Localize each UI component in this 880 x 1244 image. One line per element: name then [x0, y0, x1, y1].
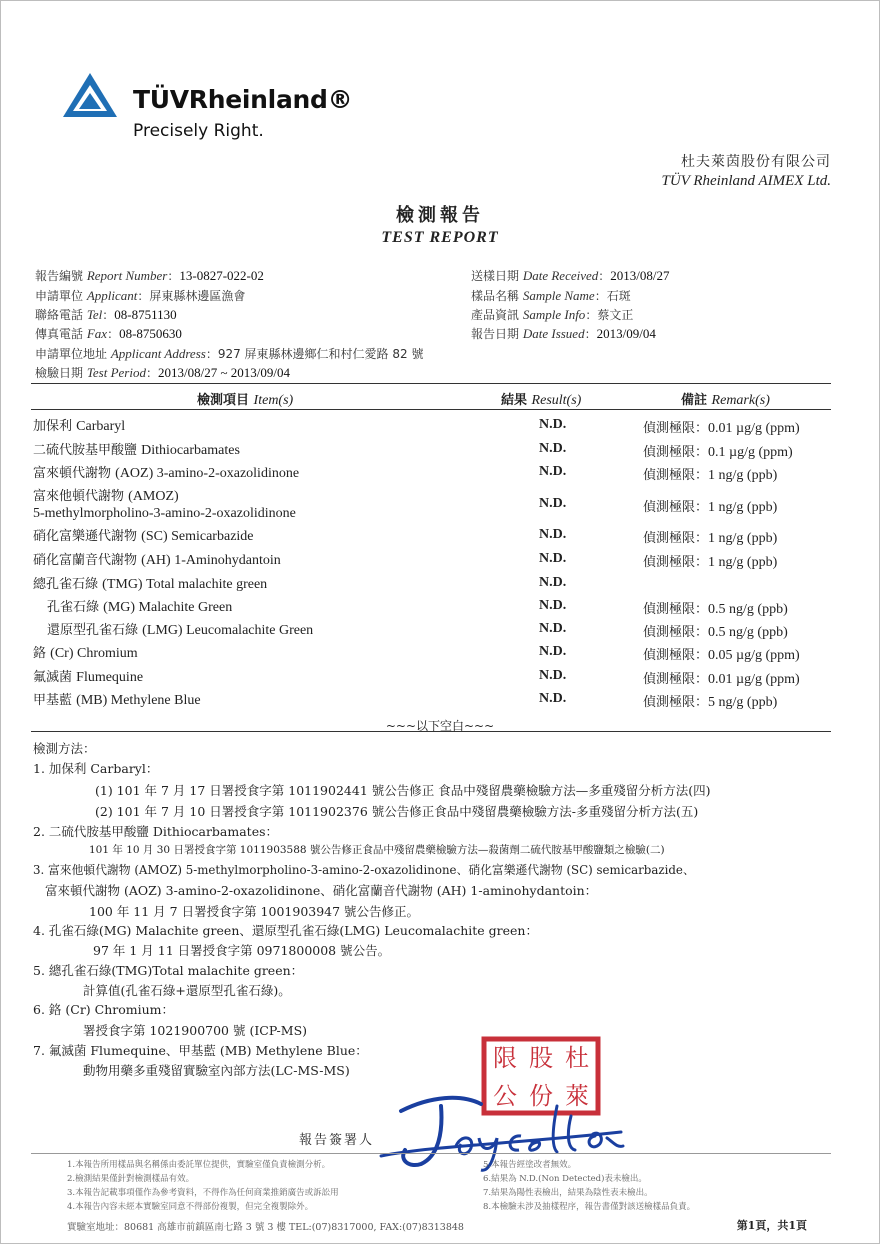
result-cell: N.D.: [539, 691, 567, 706]
company-name-zh: 杜夫萊茵股份有限公司: [681, 154, 831, 170]
footer-note: 7.結果為陽性表檢出，結果為陰性表未檢出。: [483, 1188, 653, 1198]
svg-text:公: 公: [493, 1082, 517, 1110]
blank-below-note: ~~~以下空白~~~: [385, 719, 495, 733]
table-row: 甲基藍 (MB) Methylene Blue: [33, 693, 201, 708]
signatory-label: 報告簽署人: [299, 1133, 375, 1148]
svg-text:份: 份: [529, 1082, 553, 1110]
method-line: 101 年 10 月 30 日署授食字第 1011903588 號公告修正食品中殘留農藥檢驗方法—殺菌劑二硫代胺基甲酸鹽類之檢驗(二): [89, 844, 665, 856]
result-cell: N.D.: [539, 598, 567, 613]
applicant-value: 屏東縣林邊區漁會: [149, 289, 246, 303]
fax-field: 傳真電話 Fax：08-8750630: [35, 326, 182, 341]
svg-text:限: 限: [493, 1044, 517, 1072]
footer-rule: [31, 1153, 831, 1154]
result-cell: N.D.: [539, 496, 567, 511]
method-line: 計算值(孔雀石綠+還原型孔雀石綠)。: [83, 983, 291, 998]
tuv-logo-icon: [61, 71, 119, 119]
method-line: (1) 101 年 7 月 17 日署授食字第 1011902441 號公告修正 食品中殘留農藥檢驗方法—多重殘留分析方法(四): [95, 783, 711, 798]
result-cell: N.D.: [539, 464, 567, 479]
date-issued-field: 報告日期 Date Issued：2013/09/04: [471, 326, 656, 341]
remark-cell: 偵測極限：0.05 µg/g (ppm): [643, 648, 800, 663]
column-header-result: 結果 Result(s): [501, 393, 582, 408]
result-cell: N.D.: [539, 621, 567, 636]
table-row: 硝化富樂遜代謝物 (SC) Semicarbazide: [33, 529, 254, 544]
test-period-field: 檢驗日期 Test Period：2013/08/27 ~ 2013/09/04: [35, 365, 290, 380]
method-line: 100 年 11 月 7 日署授食字第 1001903947 號公告修正。: [89, 904, 420, 919]
report-number-value: 13-0827-022-02: [179, 268, 264, 283]
table-row-continuation: 5-methylmorpholino-3-amino-2-oxazolidinone: [33, 506, 296, 521]
remark-cell: 偵測極限：5 ng/g (ppb): [643, 695, 778, 710]
result-cell: N.D.: [539, 527, 567, 542]
result-cell: N.D.: [539, 668, 567, 683]
result-cell: N.D.: [539, 441, 567, 456]
brand-name: TÜVRheinland®: [133, 85, 353, 114]
column-header-remark: 備註 Remark(s): [681, 393, 770, 408]
lab-address: 實驗室地址：80681 高雄市前鎮區南七路 3 號 3 樓 TEL:(07)8317000, FAX:(07)8313848: [67, 1222, 464, 1233]
remark-cell: 偵測極限：1 ng/g (ppb): [643, 468, 778, 483]
svg-text:股: 股: [529, 1044, 553, 1072]
table-row: 硝化富蘭音代謝物 (AH) 1-Aminohydantoin: [33, 553, 281, 568]
method-line: 6. 鉻 (Cr) Chromium：: [33, 1002, 175, 1017]
table-row: 富來頓代謝物 (AOZ) 3-amino-2-oxazolidinone: [33, 466, 300, 481]
footer-note: 1.本報告所用樣品與名稱係由委託單位提供，實驗室僅負責檢測分析。: [67, 1160, 331, 1170]
footer-note: 6.結果為 N.D.(Non Detected)表未檢出。: [483, 1174, 647, 1184]
methods-title: 檢測方法：: [33, 741, 96, 756]
footer-note: 2.檢測結果僅針對檢測樣品有效。: [67, 1174, 195, 1184]
method-line: 署授食字第 1021900700 號 (ICP-MS): [83, 1023, 308, 1038]
brand-tagline: Precisely Right.: [133, 121, 264, 141]
report-title-zh: 檢測報告: [396, 205, 484, 226]
footer-note: 5.本報告經塗改者無效。: [483, 1160, 577, 1170]
table-row: 還原型孔雀石綠 (LMG) Leucomalachite Green: [47, 623, 314, 638]
remark-cell: 偵測極限：0.5 ng/g (ppb): [643, 602, 788, 617]
result-cell: N.D.: [539, 644, 567, 659]
method-line: 動物用藥多重殘留實驗室內部方法(LC-MS-MS): [83, 1063, 350, 1078]
remark-cell: 偵測極限：1 ng/g (ppb): [643, 555, 778, 570]
table-row: 二硫代胺基甲酸鹽 Dithiocarbamates: [33, 443, 240, 458]
footer-note: 3.本報告記載事項僅作為參考資料，不得作為任何商業推銷廣告或訴訟用: [67, 1188, 339, 1198]
method-line: 3. 富來他頓代謝物 (AMOZ) 5-methylmorpholino-3-amino-2-oxazolidinone、硝化富樂遜代謝物 (SC) semicarbazide、: [33, 863, 695, 877]
table-row: 富來他頓代謝物 (AMOZ): [33, 489, 179, 504]
applicant-field: 申請單位 Applicant：屏東縣林邊區漁會: [35, 288, 246, 303]
company-name-en: TÜV Rheinland AIMEX Ltd.: [661, 173, 831, 189]
method-line: 7. 氟滅菌 Flumequine、甲基藍 (MB) Methylene Blue：: [33, 1043, 368, 1058]
remark-cell: 偵測極限：0.5 ng/g (ppb): [643, 625, 788, 640]
table-row: 加保利 Carbaryl: [33, 419, 126, 434]
footer-note: 8.本檢驗未涉及抽樣程序，報告書僅對該送檢樣品負責。: [483, 1202, 696, 1212]
footer-note: 4.本報告內容未經本實驗室同意不得部份複製，但完全複製除外。: [67, 1202, 314, 1212]
remark-cell: 偵測極限：0.01 µg/g (ppm): [643, 672, 800, 687]
tel-field: 聯絡電話 Tel：08-8751130: [35, 307, 177, 322]
method-line: 富來頓代謝物 (AOZ) 3-amino-2-oxazolidinone、硝化富蘭音代謝物 (AH) 1-aminohydantoin：: [45, 883, 598, 898]
method-line: 2. 二硫代胺基甲酸鹽 Dithiocarbamates：: [33, 824, 279, 839]
date-received-field: 送樣日期 Date Received：2013/08/27: [471, 268, 670, 283]
column-header-item: 檢測項目 Item(s): [197, 393, 294, 408]
remark-cell: 偵測極限：0.01 µg/g (ppm): [643, 421, 800, 436]
result-cell: N.D.: [539, 417, 567, 432]
sample-name-field: 樣品名稱 Sample Name：石斑: [471, 288, 631, 303]
table-row: 氟滅菌 Flumequine: [33, 670, 144, 685]
svg-text:杜: 杜: [565, 1044, 589, 1072]
remark-cell: 偵測極限：1 ng/g (ppb): [643, 531, 778, 546]
table-row: 孔雀石綠 (MG) Malachite Green: [47, 600, 233, 615]
report-title-en: TEST REPORT: [381, 229, 499, 246]
address-field: 申請單位地址 Applicant Address：927 屏東縣林邊鄉仁和村仁愛路 82 號: [35, 346, 424, 361]
sample-info-field: 產品資訊 Sample Info：蔡文正: [471, 307, 634, 322]
result-cell: N.D.: [539, 575, 567, 590]
method-line: 97 年 1 月 11 日署授食字第 0971800008 號公告。: [93, 943, 391, 958]
table-row: 鉻 (Cr) Chromium: [33, 646, 138, 661]
method-line: 1. 加保利 Carbaryl：: [33, 761, 159, 776]
table-row: 總孔雀石綠 (TMG) Total malachite green: [33, 577, 268, 592]
page-number: 第1頁，共1頁: [736, 1219, 807, 1232]
method-line: 5. 總孔雀石綠(TMG)Total malachite green：: [33, 963, 304, 978]
remark-cell: 偵測極限：0.1 µg/g (ppm): [643, 445, 793, 460]
svg-text:萊: 萊: [565, 1082, 589, 1110]
remark-cell: 偵測極限：1 ng/g (ppb): [643, 500, 778, 515]
report-number-field: 報告編號 Report Number：13-0827-022-02: [35, 268, 264, 283]
result-cell: N.D.: [539, 551, 567, 566]
method-line: 4. 孔雀石綠(MG) Malachite green、還原型孔雀石綠(LMG) Leucomalachite green：: [33, 923, 538, 938]
table-top-rule: [31, 383, 831, 384]
method-line: (2) 101 年 7 月 10 日署授食字第 1011902376 號公告修正食品中殘留農藥檢驗方法-多重殘留分析方法(五): [95, 804, 699, 819]
table-header-rule: [31, 409, 831, 410]
